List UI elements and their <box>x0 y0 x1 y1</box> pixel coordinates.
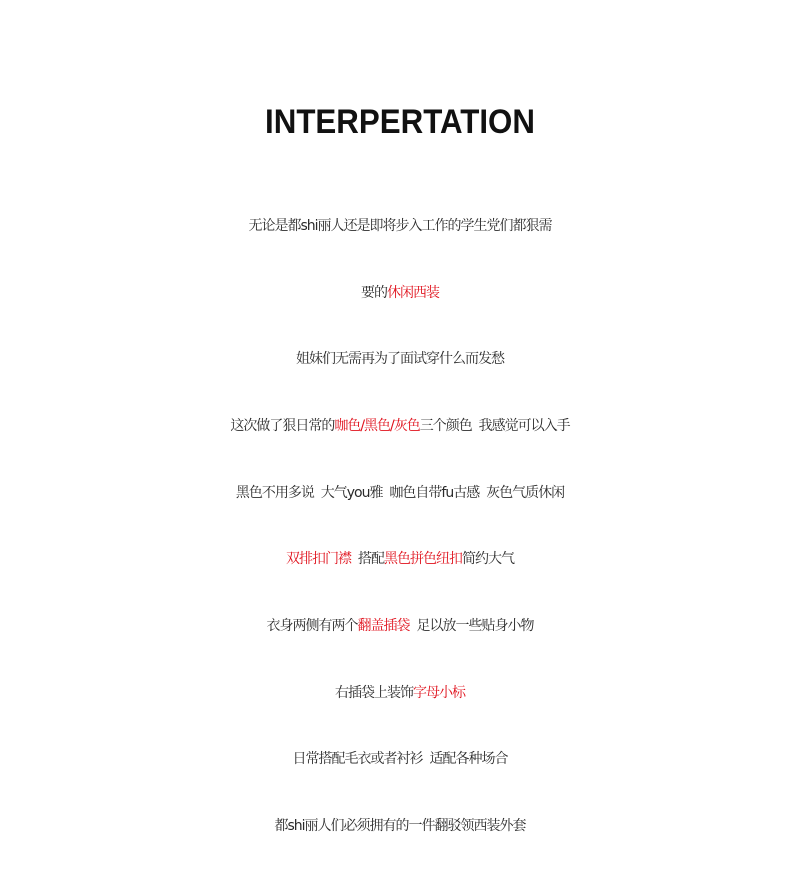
description-line-8 <box>0 677 800 709</box>
highlighted-text: 黑色拼色纽扣 <box>383 551 462 567</box>
description-line-4 <box>0 410 800 442</box>
line-text: 都shi丽人们必须拥有的一件翻驳领西装外套 <box>274 818 526 834</box>
description-line-10 <box>0 810 800 842</box>
line-text: 黑色不用多说 大气you雅 咖色自带fu古感 灰色气质休闲 <box>235 485 565 501</box>
line-text: 三个颜色 我感觉可以入手 <box>419 418 570 434</box>
description-line-5 <box>0 477 800 509</box>
line-text: 这次做了狠日常的 <box>230 418 335 434</box>
line-text: 日常搭配毛衣或者衬衫 适配各种场合 <box>292 751 508 767</box>
line-text: 搭配 <box>351 551 384 567</box>
highlighted-text: 翻盖插袋 <box>357 618 410 634</box>
description-line-9 <box>0 743 800 775</box>
description-line-6 <box>0 543 800 575</box>
line-text: 足以放一些贴身小物 <box>409 618 534 634</box>
page-title: INTERPERTATION <box>265 103 535 141</box>
description-line-1 <box>0 210 800 242</box>
line-text: 衣身两侧有两个 <box>266 618 358 634</box>
highlighted-text: 休闲西装 <box>387 285 439 301</box>
description-line-3 <box>0 343 800 375</box>
line-text: 右插袋上装饰 <box>335 685 413 701</box>
line-text: 简约大气 <box>461 551 514 567</box>
highlighted-text: 双排扣门襟 <box>286 551 352 567</box>
description-line-2 <box>0 277 800 309</box>
highlighted-text: 字母小标 <box>413 685 465 701</box>
description-line-7 <box>0 610 800 642</box>
highlighted-text: 咖色/黑色/灰色 <box>334 418 420 434</box>
line-text: 姐妹们无需再为了面试穿什么而发愁 <box>296 351 504 367</box>
line-text: 无论是都shi丽人还是即将步入工作的学生党们都狠需 <box>248 218 552 234</box>
line-text: 要的 <box>361 285 387 301</box>
